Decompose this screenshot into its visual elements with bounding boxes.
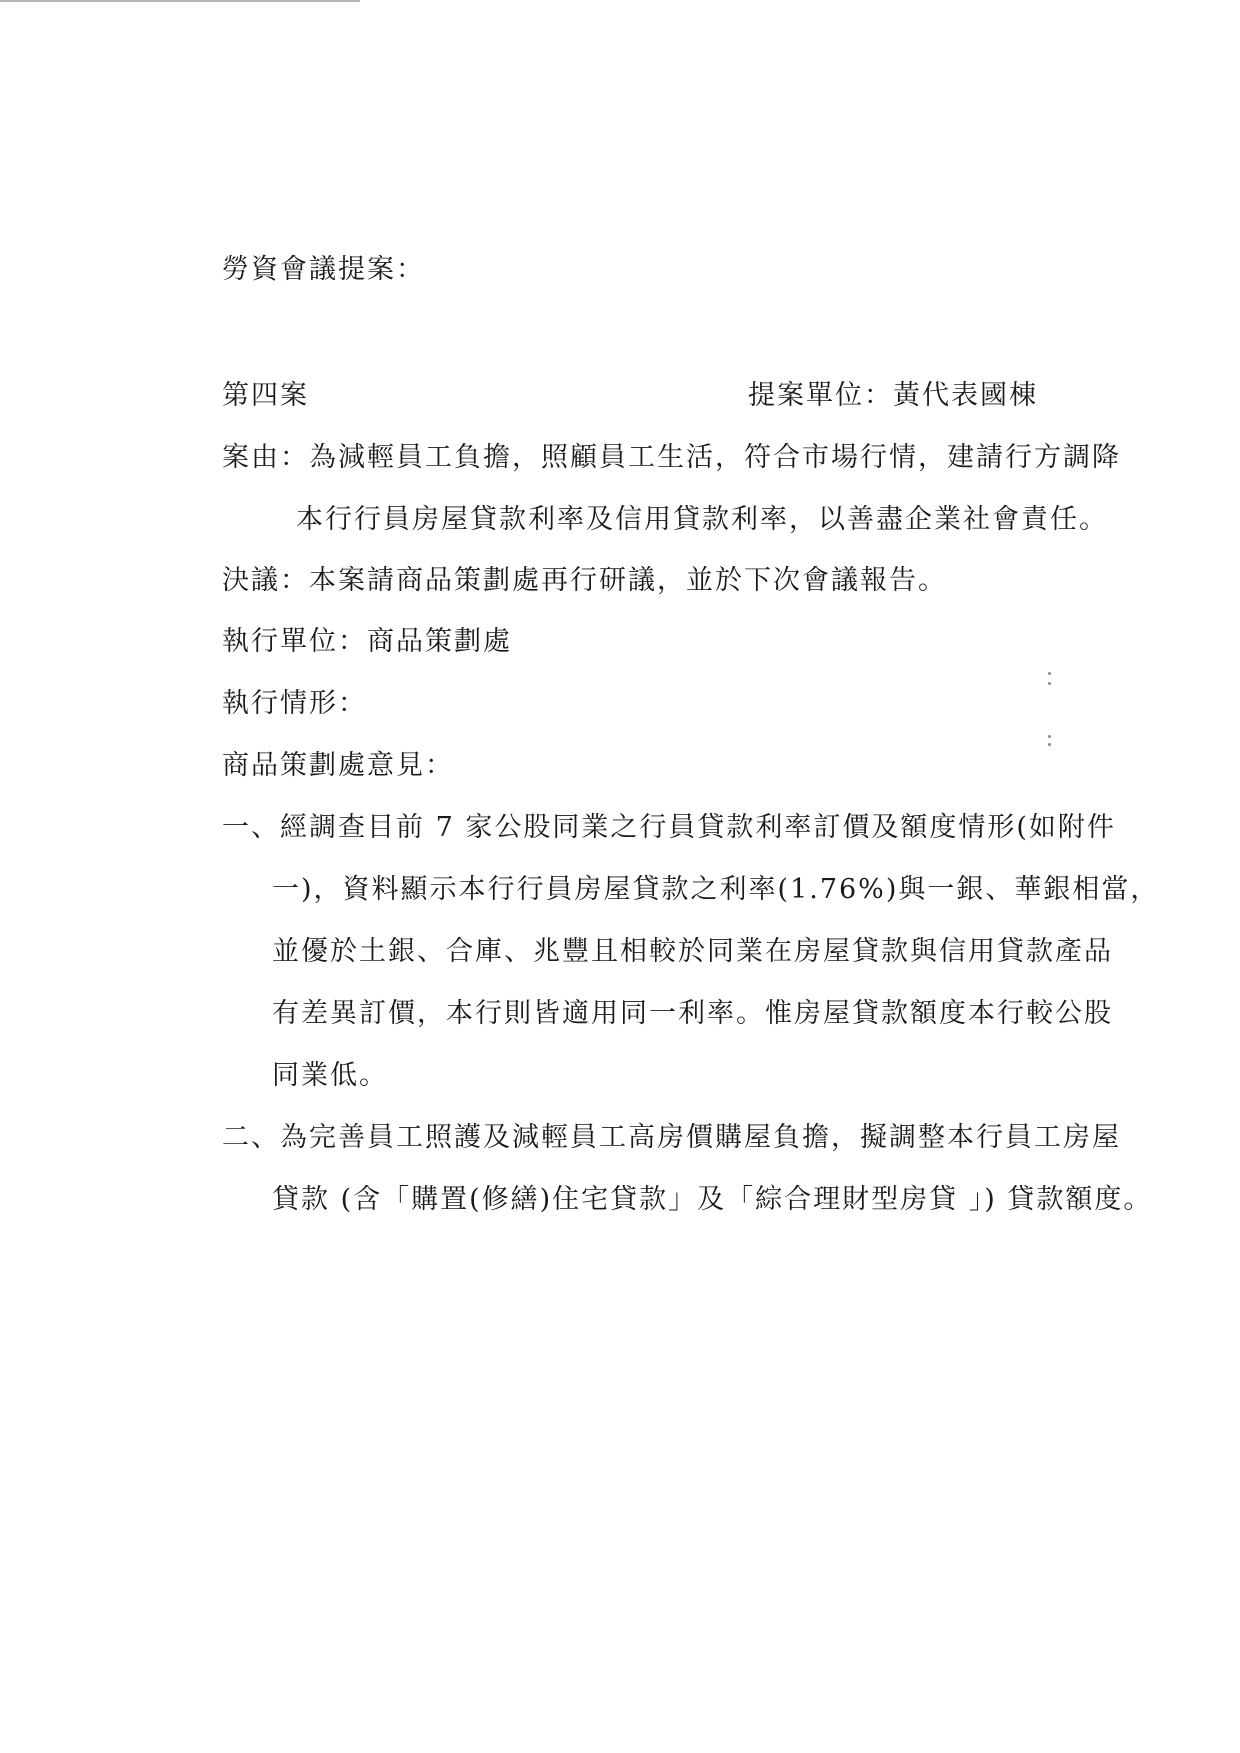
scan-speck [1048, 672, 1051, 675]
scan-speck [1048, 735, 1051, 738]
dept-opinion: 商品策劃處意見： [222, 750, 454, 781]
item1-line-2: 一)，資料顯示本行行員房屋貸款之利率(1.76%)與一銀、華銀相當， [272, 874, 1160, 905]
reason-line-2: 本行行員房屋貸款利率及信用貸款利率，以善盡企業社會責任。 [296, 504, 1108, 535]
item2-line-2: 貸款 (含「購置(修繕)住宅貸款」及「綜合理財型房貸 」) 貸款額度。 [272, 1184, 1153, 1215]
reason-line-1: 案由：為減輕員工負擔，照顧員工生活，符合市場行情，建請行方調降 [222, 442, 1121, 473]
proposer-unit: 提案單位：黃代表國棟 [748, 380, 1038, 411]
case-number: 第四案 [222, 380, 309, 411]
document-heading: 勞資會議提案： [222, 254, 425, 285]
execution-status: 執行情形： [222, 688, 367, 719]
resolution: 決議：本案請商品策劃處再行研議，並於下次會議報告。 [222, 565, 947, 596]
scan-edge [0, 0, 360, 2]
item1-line-1: 一、經調查目前 7 家公股同業之行員貸款利率訂價及額度情形(如附件 [222, 812, 1116, 843]
item1-line-3: 並優於土銀、合庫、兆豐且相較於同業在房屋貸款與信用貸款產品 [272, 936, 1113, 967]
item2-line-1: 二、為完善員工照護及減輕員工高房價購屋負擔，擬調整本行員工房屋 [222, 1122, 1121, 1153]
item1-line-4: 有差異訂價，本行則皆適用同一利率。惟房屋貸款額度本行較公股 [272, 998, 1113, 1029]
executing-unit: 執行單位：商品策劃處 [222, 626, 512, 657]
scan-speck [1048, 682, 1051, 685]
scan-speck [1048, 743, 1051, 746]
item1-line-5: 同業低。 [272, 1060, 388, 1091]
